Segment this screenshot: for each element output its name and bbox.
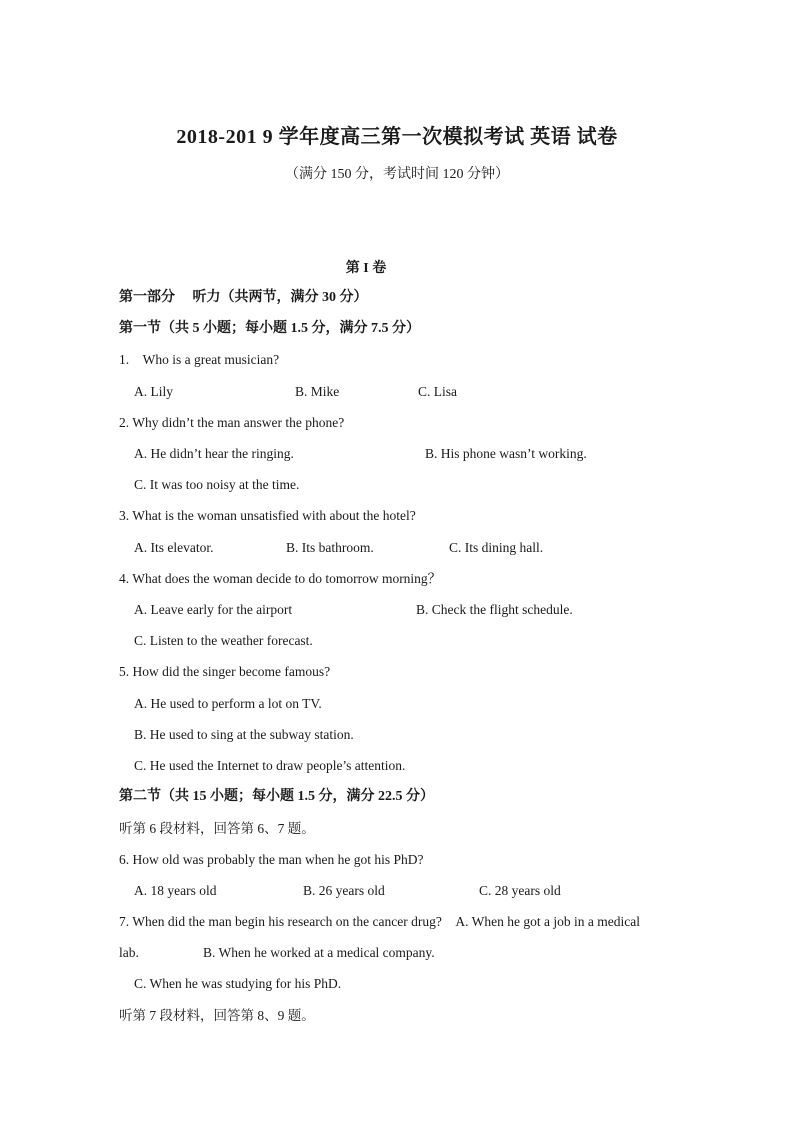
- question-1-option-b: B. Mike: [295, 384, 340, 399]
- question-6-stem: 6. How old was probably the man when he got his PhD?: [119, 852, 424, 867]
- question-4-stem: 4. What does the woman decide to do tomorrow morning？: [119, 571, 442, 586]
- question-6-option-c: C. 28 years old: [479, 883, 561, 898]
- question-4-option-b: B. Check the flight schedule.: [416, 602, 573, 617]
- question-7-option-b: B. When he worked at a medical company.: [203, 945, 435, 960]
- question-6-option-a: A. 18 years old: [134, 883, 217, 898]
- question-2-option-b: B. His phone wasn’t working.: [425, 446, 587, 461]
- volume-heading: 第 I 卷: [345, 261, 387, 276]
- question-1-option-a: A. Lily: [134, 384, 173, 399]
- question-1-option-c: C. Lisa: [418, 384, 457, 399]
- question-5-option-c: C. He used the Internet to draw people’s attention.: [134, 758, 406, 773]
- section1-heading: 第一节（共 5 小题；每小题 1.5 分，满分 7.5 分）: [119, 321, 420, 336]
- section2-heading: 第二节（共 15 小题；每小题 1.5 分，满分 22.5 分）: [119, 789, 434, 804]
- question-7-option-c: C. When he was studying for his PhD.: [134, 976, 342, 991]
- exam-subtitle: （满分 150 分，考试时间 120 分钟）: [285, 167, 509, 182]
- part1-heading: 第一部分 听力（共两节，满分 30 分）: [119, 290, 368, 305]
- question-2-option-a: A. He didn’t hear the ringing.: [134, 446, 294, 461]
- question-7-stem-continued: lab.: [119, 945, 139, 960]
- question-7-stem: 7. When did the man begin his research on the cancer drug? A. When he got a job in a medical: [119, 914, 640, 929]
- question-3-option-a: A. Its elevator.: [134, 540, 214, 555]
- exam-title: 2018-201 9 学年度高三第一次模拟考试 英语 试卷: [176, 126, 618, 148]
- question-5-stem: 5. How did the singer become famous?: [119, 664, 331, 679]
- question-2-stem: 2. Why didn’t the man answer the phone?: [119, 415, 345, 430]
- question-2-option-c: C. It was too noisy at the time.: [134, 477, 300, 492]
- passage-6-note: 听第 6 段材料，回答第 6、7 题。: [119, 821, 315, 836]
- question-4-option-a: A. Leave early for the airport: [134, 602, 293, 617]
- question-5-option-b: B. He used to sing at the subway station.: [134, 727, 354, 742]
- passage-7-note: 听第 7 段材料，回答第 8、9 题。: [119, 1008, 315, 1023]
- question-3-stem: 3. What is the woman unsatisfied with about the hotel?: [119, 508, 416, 523]
- question-5-option-a: A. He used to perform a lot on TV.: [134, 696, 322, 711]
- question-3-option-c: C. Its dining hall.: [449, 540, 544, 555]
- question-6-option-b: B. 26 years old: [303, 883, 385, 898]
- question-4-option-c: C. Listen to the weather forecast.: [134, 633, 313, 648]
- question-3-option-b: B. Its bathroom.: [286, 540, 374, 555]
- question-1-stem: 1. Who is a great musician?: [119, 352, 280, 367]
